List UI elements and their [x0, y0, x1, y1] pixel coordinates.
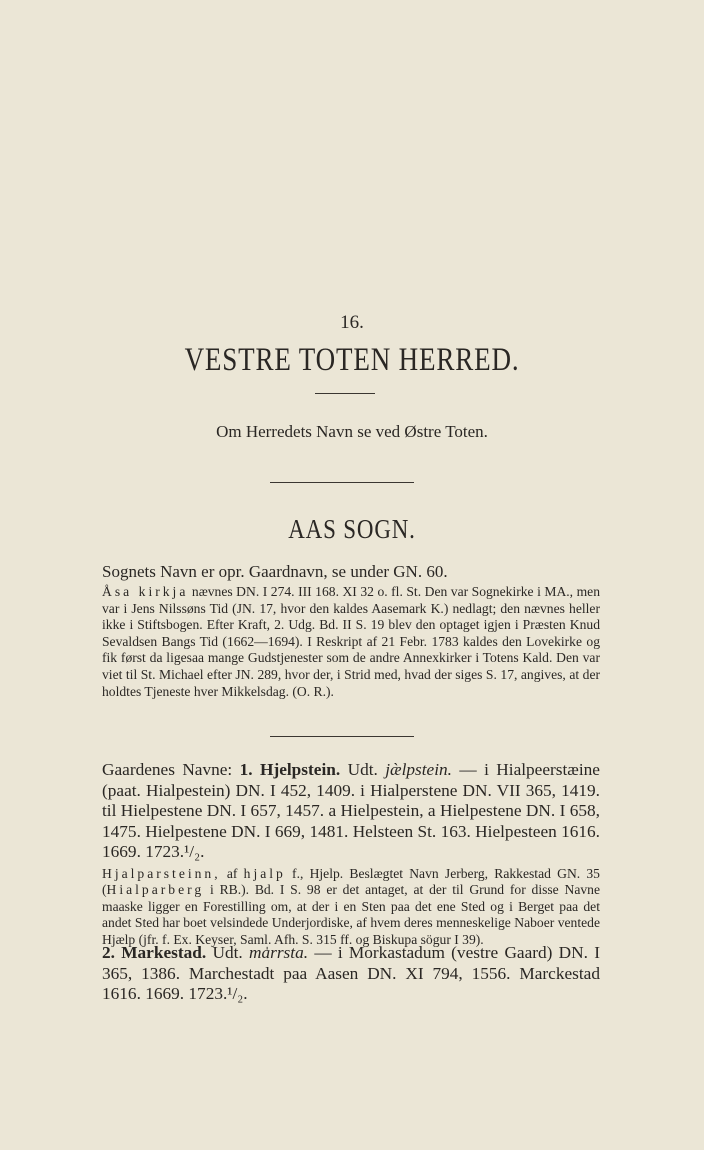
gaard-1: [88, 760, 600, 948]
sogn-paragraph: [88, 584, 600, 700]
page-number: 16.: [340, 312, 364, 333]
sogn-lead: Sognets Navn er opr. Gaardnavn, se under GN. 60.: [102, 562, 448, 581]
gaard-1-number: 1.: [239, 760, 253, 779]
gaard-1-pronunciation: jæ̀lpstein.: [385, 760, 452, 779]
gaard-2-pronunciation: ma̍rrsta.: [248, 943, 309, 962]
sogn-title: AAS SOGN.: [288, 514, 416, 544]
gaard-2-paragraph: [88, 943, 600, 1005]
sogn-name-spaced: Åsa kirkja: [102, 584, 189, 599]
gaard-1-name: Hjelpstein.: [260, 760, 341, 779]
gaard-2: [88, 943, 600, 1005]
sogn-section: [88, 562, 600, 700]
herred-title: VESTRE TOTEN HERRED.: [184, 342, 520, 378]
divider-medium: [270, 482, 414, 483]
gaard-1-udt: Udt.: [347, 760, 378, 779]
gaard-2-text: — i Morkastadum (vestre Gaard) DN. I 365, 1386. Marchestadt paa Aasen DN. XI 794, 1556. Marckestad 1616. 1669. 1723.¹/₂.: [102, 943, 600, 1003]
divider-lower: [270, 736, 414, 737]
gaard-1-text: — i Hialpeerstæine (paat. Hialpestein) DN. I 452, 1409. i Hialperstene DN. VII 365, 1419. til Hielpestene DN. I 657, 1457. a Hielpestein, a Hielpestene DN. I 658, 1475. Hielpestene DN. I 669, 1481. Helsteen St. 163. Hielpesteen 1616. 1669. 1723.¹/₂.: [102, 760, 600, 861]
gaard-2-number: 2.: [102, 943, 115, 962]
sogn-text: nævnes DN. I 274. III 168. XI 32 o. fl. St. Den var Sognekirke i MA., men var i Jens Nilssøns Tid (JN. 17, hvor den kaldes Aasemark K.) nedlagt; den nævnes heller ikke i Stiftsbogen. Efter Kraft, 2. Udg. Bd. II S. 19 blev den optaget igjen i Præsten Knud Sevaldsen Bangs Tid (1662—1694). I Reskript af 21 Febr. 1783 kaldes den Lovekirke og fik først da ligesaa mange Gudstjenester som de andre Annexkirker i Totens Kald. Den var viet til St. Michael efter JN. 289, hvor der, i Strid med, hvad der siges S. 17, angives, at der holdtes Tjeneste hver Mikkelsdag. (O. R.).: [102, 584, 600, 699]
gaard-2-udt: Udt.: [212, 943, 243, 962]
gaard-intro: Gaardenes Navne:: [102, 760, 233, 779]
gaard-1-note: Hjalparsteinn, af hjalp f., Hjelp. Beslægtet Navn Jerberg, Rakkestad GN. 35 (Hialparberg i RB.). Bd. I S. 98 er det antaget, at der til Grund for disse Navne maaske ligger en Forestilling om, at der i en Sten paa det ene Sted og i Berget paa det andet Sted har boet velsindede Underjordiske, af hvem deres menneskelige Naboer ventede Hjælp (jfr. f. Ex. Keyser, Saml. Afh. S. 315 ff. og Biskupa sögur I 39).: [102, 865, 600, 947]
gaard-1-paragraph: [88, 760, 600, 863]
herred-note: Om Herredets Navn se ved Østre Toten.: [216, 422, 488, 441]
divider-short: [315, 393, 375, 394]
gaard-2-name: Markestad.: [121, 943, 207, 962]
